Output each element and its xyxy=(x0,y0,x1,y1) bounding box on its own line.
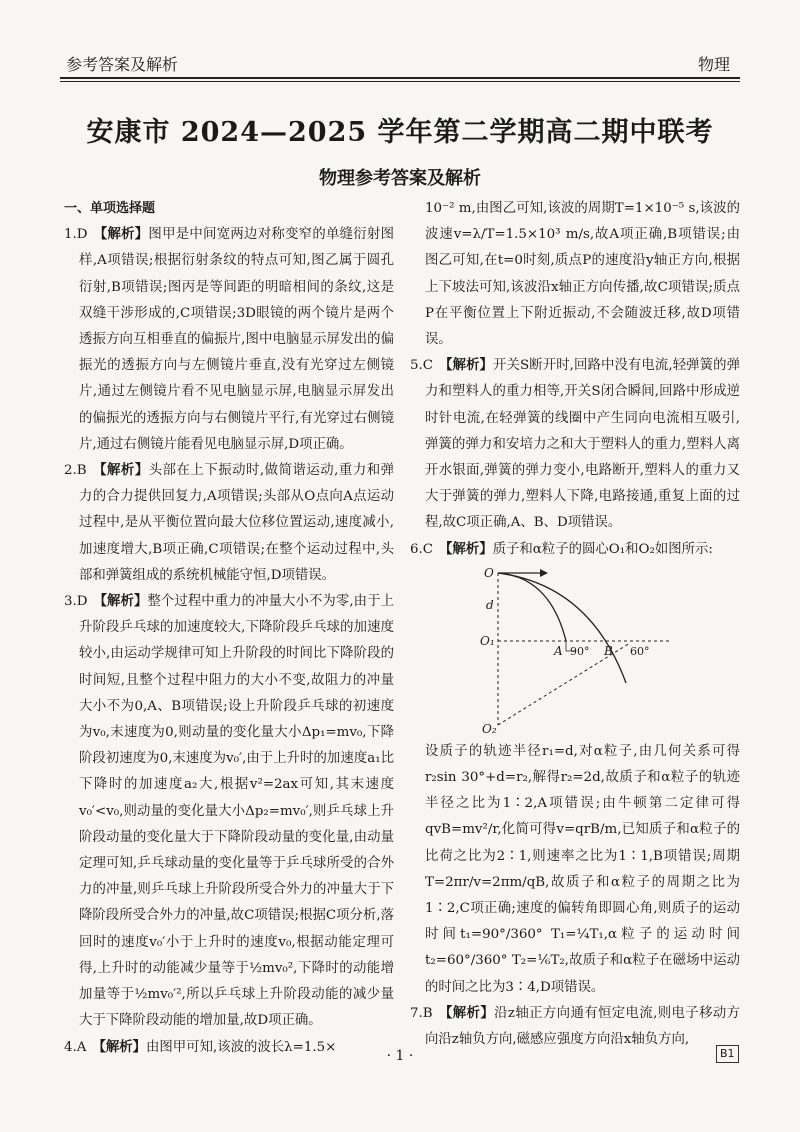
header-right: 物理 xyxy=(697,55,730,74)
answer-item xyxy=(64,589,394,1034)
proton-arc xyxy=(498,573,566,641)
left-answers xyxy=(64,222,394,1061)
answer-number: 2.B xyxy=(64,463,87,479)
diagram-label-A: A xyxy=(554,643,563,658)
answer-number: 1.D xyxy=(64,227,88,243)
section-heading: 一、单项选择题 xyxy=(64,201,156,216)
answer-item xyxy=(410,1001,740,1053)
right-answers-after xyxy=(410,739,740,1053)
right-answers xyxy=(410,196,740,563)
answer-number: 7.B xyxy=(410,1005,433,1021)
answer-text: 整个过程中重力的冲量大小不为零,由于上升阶段乒乓球的加速度较大,下降阶段乒乓球的加速度较小,由运动学规律可知上升阶段的时间比下降阶段的时间短,且整个过程中阻力的大小不变,故阻力的冲量大小不为0,A、B项错误;设上升阶段乒乓球的初速度为v₀,末速度为0,则动量的变化量大小Δp₁=mv₀,下降阶段初速度为0,末速度为v₀′,由于上升时的加速度a₁比下降时的加速度a₂大,根据v²=2ax可知,其末速度v₀′<v₀,则动量的变化量大小Δp₂=mv₀′,则乒乓球上升阶段动量的变化量大于下降阶段动量的变化量,由动量定理可知,乒乓球动量的变化量等于乒乓球所受的合外力的冲量,则乒乓球上升阶段所受合外力的冲量大于下降阶段所受合外力的冲量,故C项错误;根据C项分析,落回时的速度v₀′小于上升时的速度v₀,根据动能定理可得,上升时的动能减少量等于½mv₀²,下降时的动能增加量等于½mv₀′²,所以乒乓球上升阶段动能的减少量大于下降阶段动能的增加量,故D项正确。 xyxy=(79,594,394,1029)
answer-item xyxy=(410,537,740,563)
page-subtitle: 物理参考答案及解析 xyxy=(319,168,481,189)
answer-text: 开关S断开时,回路中没有电流,轻弹簧的弹力和塑料人的重力相等,开关S闭合瞬间,回路中形成逆时针电流,在轻弹簧的线圈中产生同向电流相互吸引,弹簧的弹力和安培力之和大于塑料人的重力,塑料人离开水银面,弹簧的弹力变小,电路断开,塑料人的重力又大于弹簧的弹力,塑料人下降,电路接通,重复上面的过程,故C项正确,A、B、D项错误。 xyxy=(425,358,741,531)
page-title: 安康市 2024—2025 学年第二学期高二期中联考 xyxy=(86,117,714,148)
analysis-tag: 【解析】 xyxy=(438,1005,495,1021)
diagram-label-O: O xyxy=(484,565,494,580)
page-code: B1 xyxy=(716,1045,739,1063)
trajectory-diagram xyxy=(480,565,680,735)
page-number: · 1 · xyxy=(386,1048,414,1064)
diagram-label-60: 60° xyxy=(630,644,650,658)
answer-number: 3.D xyxy=(64,594,88,610)
answer-text: 10⁻² m,由图乙可知,该波的周期T=1×10⁻⁵ s,该波的波速v=λ/T=1.5×10³ m/s,故A项正确,B项错误;由图乙可知,在t=0时刻,质点P的速度沿y轴正方向,根据上下坡法可知,该波沿x轴正方向传播,故C项错误;质点P在平衡位置上下附近振动,不会随波迁移,故D项错误。 xyxy=(425,201,740,348)
analysis-tag: 【解析】 xyxy=(92,1039,147,1055)
diagram-label-B: B xyxy=(604,643,613,658)
header-rule-thin xyxy=(60,81,740,82)
diagram-label-d: d xyxy=(486,597,494,612)
answer-item xyxy=(64,222,394,458)
answer-text: 质子和α粒子的圆心O₁和O₂如图所示: xyxy=(492,541,713,557)
answer-number: 5.C xyxy=(410,358,434,374)
right-column xyxy=(410,196,740,1053)
answer-number: 4.A xyxy=(64,1039,87,1055)
diagram-label-O2: O₂ xyxy=(482,721,497,735)
header-left: 参考答案及解析 xyxy=(66,55,179,74)
answer-text: 沿z轴正方向通有恒定电流,则电子移动方向沿z轴负方向,磁感应强度方向沿x轴负方向, xyxy=(425,1005,741,1048)
analysis-tag: 【解析】 xyxy=(92,463,149,479)
answer-item xyxy=(410,353,740,536)
answer-text: 设质子的轨迹半径r₁=d,对α粒子,由几何关系可得r₂sin 30°+d=r₂,解得r₂=2d,故质子和α粒子的轨迹半径之比为1∶2,A项错误;由牛顿第二定律可得qvB=mv²/r,化简可得v=qrB/m,已知质子和α粒子的比荷之比为2∶1,则速率之比为1∶1,B项错误;周期T=2πr/v=2πm/qB,故质子和α粒子的周期之比为1∶2,C项正确;速度的偏转角即圆心角,则质子的运动时间t₁=90°/360° T₁=¼T₁,α粒子的运动时间t₂=60°/360° T₂=⅙T₂,故质子和α粒子在磁场中运动的时间之比为3∶4,D项错误。 xyxy=(425,743,740,995)
answer-text: 由图甲可知,该波的波长λ=1.5× xyxy=(146,1039,337,1055)
answer-text: 头部在上下振动时,做简谐运动,重力和弹力的合力提供回复力,A项错误;头部从O点向A点运动过程中,是从平衡位置向最大位移位置运动,速度减小,加速度增大,B项正确,C项错误;在整个运动过程中,头部和弹簧组成的系统机械能守恒,D项错误。 xyxy=(79,463,395,583)
diagram-label-90: 90° xyxy=(570,644,590,658)
diagram-label-O1: O₁ xyxy=(480,633,495,648)
answer-item xyxy=(410,739,740,1001)
header-rule xyxy=(60,77,740,79)
answer-item xyxy=(410,196,740,353)
analysis-tag: 【解析】 xyxy=(93,594,148,610)
analysis-tag: 【解析】 xyxy=(93,227,149,243)
answer-number: 6.C xyxy=(410,541,434,557)
answer-text: 图甲是中间宽两边对称变窄的单缝衍射图样,A项错误;根据衍射条纹的特点可知,图乙属于圆孔衍射,B项错误;图丙是等间距的明暗相间的条纹,这是双缝干涉形成的,C项错误;3D眼镜的两个镜片是两个透振方向互相垂直的偏振片,图中电脑显示屏发出的偏振光的透振方向与左侧镜片垂直,没有光穿过左侧镜片,通过左侧镜片看不见电脑显示屏,电脑显示屏发出的偏振光的透振方向与右侧镜片平行,有光穿过右侧镜片,通过右侧镜片能看见电脑显示屏,D项正确。 xyxy=(79,227,395,452)
analysis-tag: 【解析】 xyxy=(439,541,493,557)
velocity-arrowhead xyxy=(540,569,548,577)
analysis-tag: 【解析】 xyxy=(439,358,494,374)
answer-item xyxy=(64,458,394,589)
left-column xyxy=(64,196,394,1061)
